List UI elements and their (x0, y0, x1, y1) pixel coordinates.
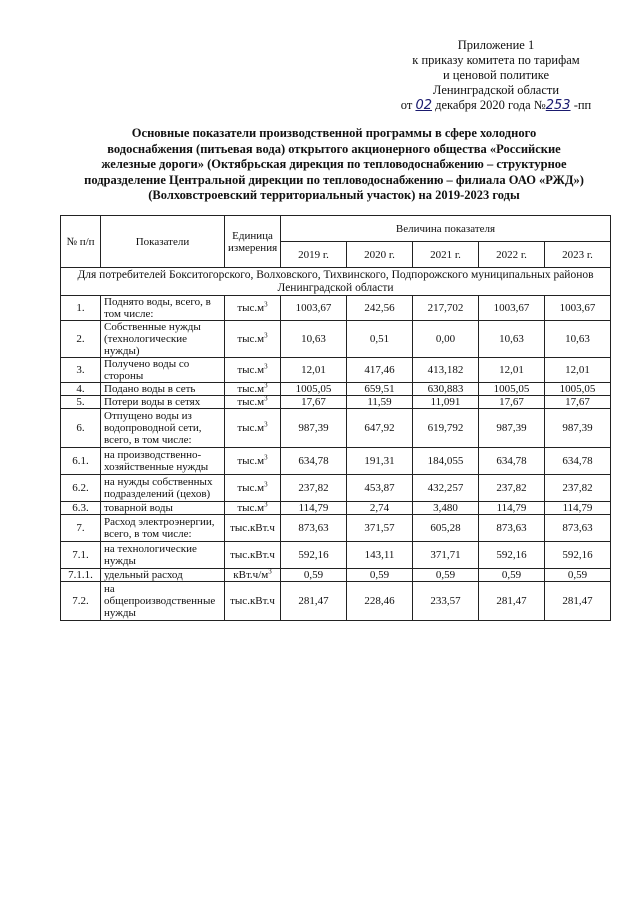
unit-text: тыс.м (237, 502, 265, 514)
row-indicator: Отпущено воды из водопроводной сети, всего, в том числе: (101, 409, 225, 448)
header-year: 2020 г. (347, 242, 413, 268)
row-unit (225, 582, 281, 621)
row-number: 6.3. (61, 502, 101, 515)
row-value: 0,59 (281, 569, 347, 582)
unit-text: тыс.м (237, 455, 265, 467)
row-value: 413,182 (413, 358, 479, 383)
row-value: 0,51 (347, 321, 413, 358)
handwritten-day: 02 (415, 98, 432, 113)
table-row (61, 515, 611, 542)
row-value: 12,01 (545, 358, 611, 383)
table-row (61, 502, 611, 515)
unit-text: тыс.м (237, 333, 265, 345)
document-title (70, 126, 598, 204)
unit-superscript: 3 (264, 394, 268, 403)
row-value: 228,46 (347, 582, 413, 621)
table-row (61, 582, 611, 621)
title-line-2: водоснабжения (питьевая вода) открытого акционерного общества «Российские (107, 141, 561, 156)
row-value: 11,091 (413, 396, 479, 409)
header-year: 2019 г. (281, 242, 347, 268)
row-value: 217,702 (413, 296, 479, 321)
appendix-region: Ленинградской области (432, 83, 560, 97)
row-unit (225, 396, 281, 409)
row-value: 634,78 (281, 448, 347, 475)
unit-text: тыс.м (237, 302, 265, 314)
appendix-order: к приказу комитета по тарифам (412, 53, 580, 67)
appendix-title: Приложение 1 (457, 38, 535, 52)
date-suffix: -пп (573, 98, 592, 112)
row-value: 0,59 (347, 569, 413, 582)
row-value: 1005,05 (479, 383, 545, 396)
row-value: 237,82 (281, 475, 347, 502)
row-value: 417,46 (347, 358, 413, 383)
row-value: 233,57 (413, 582, 479, 621)
unit-superscript: 3 (264, 420, 268, 429)
row-value: 659,51 (347, 383, 413, 396)
row-value: 592,16 (479, 542, 545, 569)
row-value: 184,055 (413, 448, 479, 475)
row-value: 592,16 (281, 542, 347, 569)
row-unit (225, 569, 281, 582)
header-unit: Единица измерения (225, 216, 281, 268)
unit-text: тыс.м (237, 364, 265, 376)
row-value: 114,79 (479, 502, 545, 515)
row-indicator: на технологические нужды (101, 542, 225, 569)
row-value: 987,39 (545, 409, 611, 448)
row-value: 10,63 (479, 321, 545, 358)
row-value: 143,11 (347, 542, 413, 569)
row-indicator: Поднято воды, всего, в том числе: (101, 296, 225, 321)
table-row (61, 296, 611, 321)
row-value: 191,31 (347, 448, 413, 475)
row-value: 10,63 (281, 321, 347, 358)
unit-text: тыс.кВт.ч (230, 595, 275, 607)
row-value: 630,883 (413, 383, 479, 396)
header-year: 2021 г. (413, 242, 479, 268)
row-value: 0,59 (413, 569, 479, 582)
row-value: 281,47 (545, 582, 611, 621)
unit-text: тыс.м (237, 383, 265, 395)
unit-superscript: 3 (268, 567, 272, 576)
row-value: 12,01 (479, 358, 545, 383)
row-number: 6. (61, 409, 101, 448)
row-value: 237,82 (545, 475, 611, 502)
row-value: 371,57 (347, 515, 413, 542)
header-value-group: Величина показателя (281, 216, 611, 242)
row-unit (225, 515, 281, 542)
row-value: 1003,67 (281, 296, 347, 321)
row-value: 605,28 (413, 515, 479, 542)
row-value: 281,47 (479, 582, 545, 621)
row-number: 7.1.1. (61, 569, 101, 582)
row-number: 7. (61, 515, 101, 542)
row-value: 619,792 (413, 409, 479, 448)
table-row (61, 383, 611, 396)
row-unit (225, 383, 281, 396)
table-row (61, 475, 611, 502)
title-line-4: подразделение Центральной дирекции по тепловодоснабжению – филиала ОАО «РЖД») (84, 172, 584, 187)
unit-superscript: 3 (264, 453, 268, 462)
table-row (61, 321, 611, 358)
table-row (61, 448, 611, 475)
row-unit (225, 296, 281, 321)
row-number: 5. (61, 396, 101, 409)
row-number: 2. (61, 321, 101, 358)
row-indicator: на общепроизводственные нужды (101, 582, 225, 621)
row-value: 114,79 (545, 502, 611, 515)
row-value: 0,59 (545, 569, 611, 582)
row-number: 6.1. (61, 448, 101, 475)
row-value: 873,63 (545, 515, 611, 542)
unit-superscript: 3 (264, 500, 268, 509)
table-row (61, 358, 611, 383)
row-value: 634,78 (545, 448, 611, 475)
row-unit (225, 409, 281, 448)
row-value: 592,16 (545, 542, 611, 569)
table-row (61, 409, 611, 448)
row-value: 1003,67 (545, 296, 611, 321)
row-value: 873,63 (281, 515, 347, 542)
row-value: 634,78 (479, 448, 545, 475)
header-year: 2023 г. (545, 242, 611, 268)
row-value: 237,82 (479, 475, 545, 502)
unit-superscript: 3 (264, 362, 268, 371)
unit-text: кВт.ч/м (233, 569, 269, 581)
row-value: 17,67 (479, 396, 545, 409)
row-value: 11,59 (347, 396, 413, 409)
row-indicator: Получено воды со стороны (101, 358, 225, 383)
row-indicator: Собственные нужды (технологические нужды) (101, 321, 225, 358)
indicators-table (60, 215, 611, 621)
header-indicator: Показатели (101, 216, 225, 268)
row-number: 4. (61, 383, 101, 396)
row-indicator: Подано воды в сеть (101, 383, 225, 396)
row-value: 0,00 (413, 321, 479, 358)
row-indicator: на производственно-хозяйственные нужды (101, 448, 225, 475)
row-value: 453,87 (347, 475, 413, 502)
row-value: 0,59 (479, 569, 545, 582)
row-indicator: товарной воды (101, 502, 225, 515)
row-indicator: удельный расход (101, 569, 225, 582)
unit-text: тыс.кВт.ч (230, 522, 275, 534)
row-value: 1003,67 (479, 296, 545, 321)
unit-text: тыс.м (237, 396, 265, 408)
unit-text: тыс.кВт.ч (230, 549, 275, 561)
table-row (61, 569, 611, 582)
row-value: 2,74 (347, 502, 413, 515)
row-number: 7.1. (61, 542, 101, 569)
row-value: 647,92 (347, 409, 413, 448)
row-value: 17,67 (545, 396, 611, 409)
section-title: Для потребителей Бокситогорского, Волховского, Тихвинского, Подпорожского муниципальных районов Ленинградской области (61, 268, 611, 296)
row-unit (225, 475, 281, 502)
row-number: 1. (61, 296, 101, 321)
title-line-1: Основные показатели производственной программы в сфере холодного (131, 126, 537, 140)
unit-text: тыс.м (237, 482, 265, 494)
row-unit (225, 502, 281, 515)
row-value: 3,480 (413, 502, 479, 515)
row-value: 10,63 (545, 321, 611, 358)
row-unit (225, 542, 281, 569)
row-value: 12,01 (281, 358, 347, 383)
row-value: 987,39 (281, 409, 347, 448)
table-body (61, 268, 611, 621)
row-unit (225, 448, 281, 475)
row-value: 114,79 (281, 502, 347, 515)
unit-superscript: 3 (264, 480, 268, 489)
row-value: 371,71 (413, 542, 479, 569)
table-row (61, 542, 611, 569)
row-value: 987,39 (479, 409, 545, 448)
unit-superscript: 3 (264, 300, 268, 309)
row-value: 281,47 (281, 582, 347, 621)
date-prefix: от (400, 98, 413, 112)
header-num: № п/п (61, 216, 101, 268)
title-line-5: (Волховстроевский территориальный участок) на 2019-2023 годы (148, 188, 520, 202)
unit-superscript: 3 (264, 381, 268, 390)
row-value: 432,257 (413, 475, 479, 502)
unit-text: тыс.м (237, 422, 265, 434)
handwritten-number: 253 (545, 98, 571, 113)
row-indicator: на нужды собственных подразделений (цехов) (101, 475, 225, 502)
row-number: 7.2. (61, 582, 101, 621)
row-unit (225, 321, 281, 358)
row-number: 3. (61, 358, 101, 383)
row-value: 873,63 (479, 515, 545, 542)
row-unit (225, 358, 281, 383)
unit-superscript: 3 (264, 331, 268, 340)
header-year: 2022 г. (479, 242, 545, 268)
row-value: 17,67 (281, 396, 347, 409)
title-line-3: железные дороги» (Октябрьская дирекция по тепловодоснабжению – структурное (101, 157, 567, 171)
row-indicator: Потери воды в сетях (101, 396, 225, 409)
appendix-block (380, 38, 612, 113)
appendix-committee: и ценовой политике (442, 68, 550, 82)
row-value: 242,56 (347, 296, 413, 321)
section-row (61, 268, 611, 296)
appendix-date-line (380, 98, 612, 113)
row-indicator: Расход электроэнергии, всего, в том числе: (101, 515, 225, 542)
date-middle: декабря 2020 года № (435, 98, 546, 112)
table-row (61, 396, 611, 409)
row-value: 1005,05 (281, 383, 347, 396)
row-number: 6.2. (61, 475, 101, 502)
row-value: 1005,05 (545, 383, 611, 396)
